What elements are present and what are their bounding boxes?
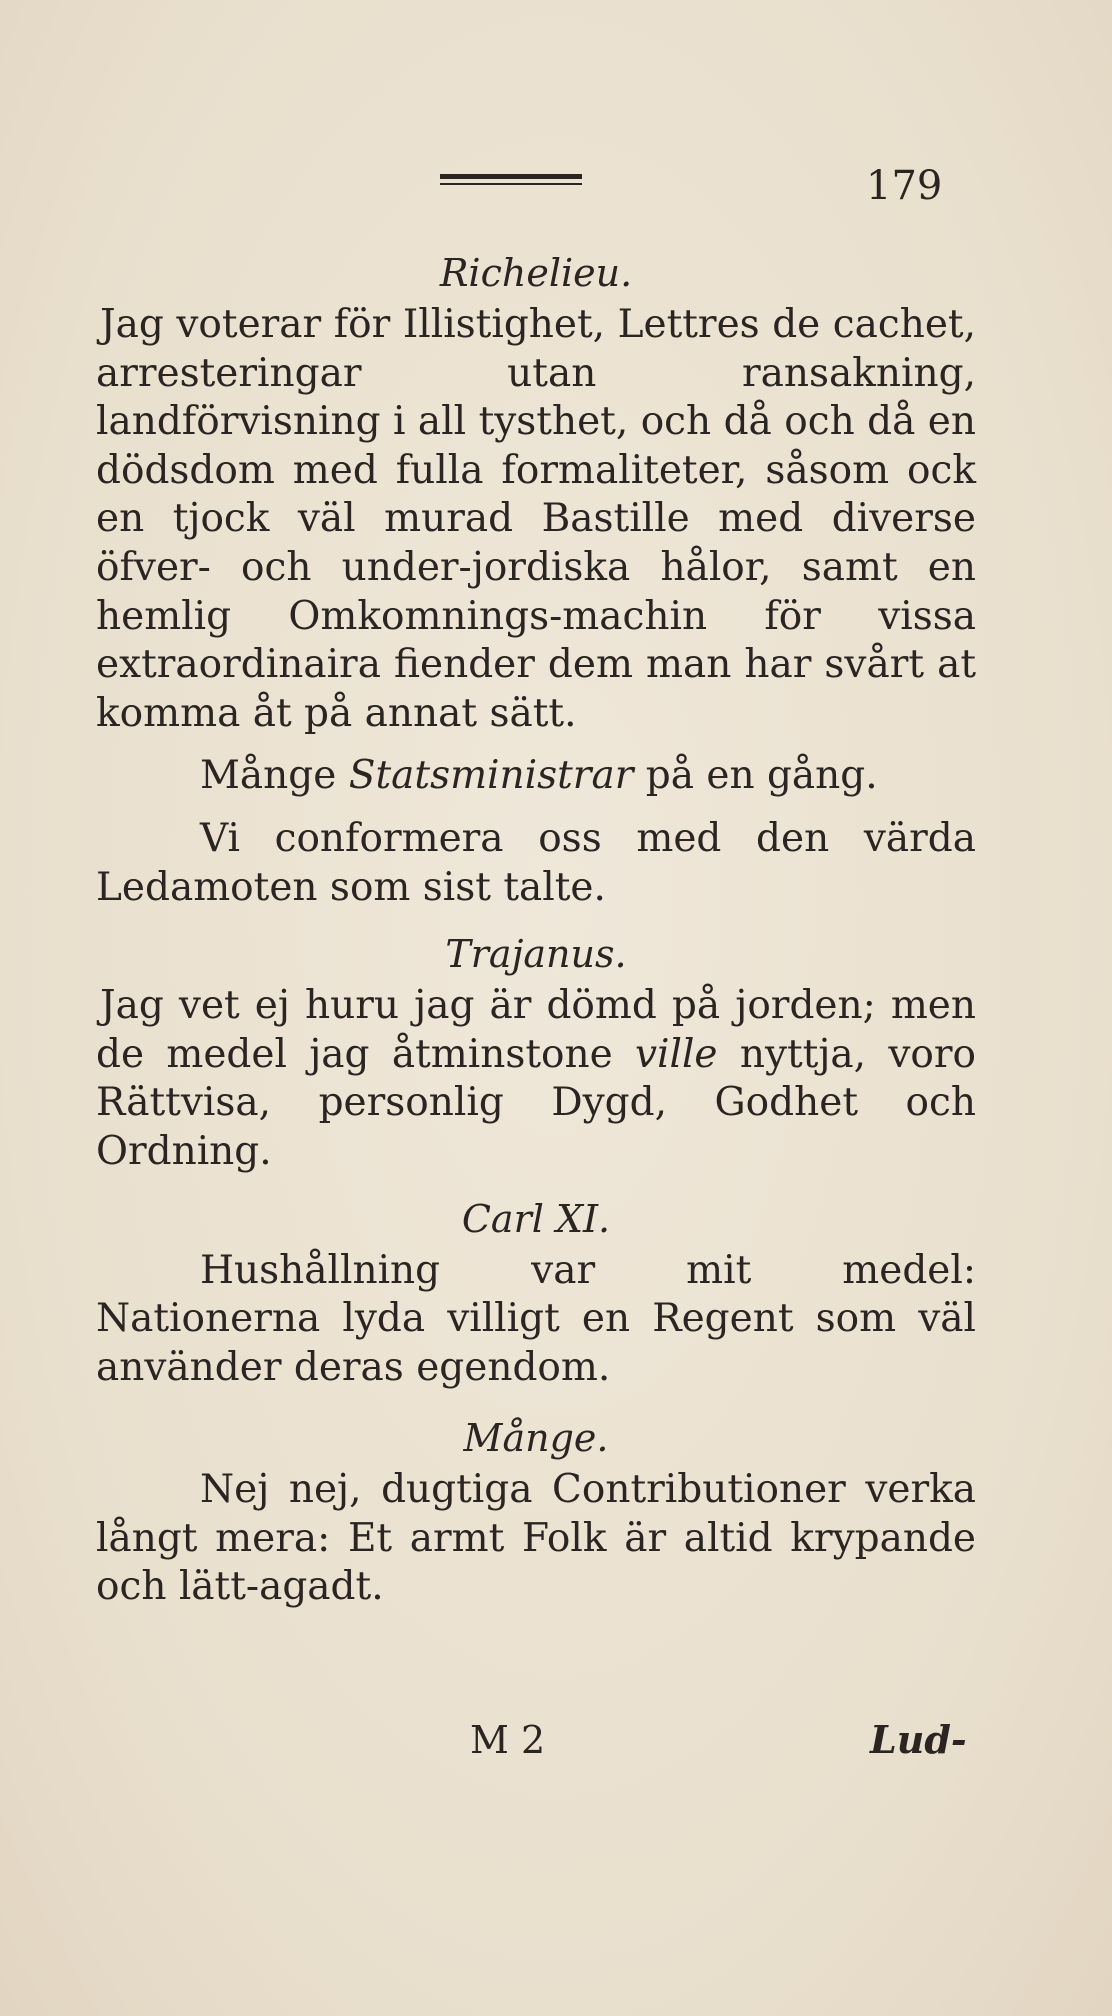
- italic-run: Statsministrar: [348, 753, 634, 799]
- speaker-heading: Richelieu.: [439, 251, 633, 295]
- italic-run: ville: [634, 1031, 718, 1077]
- speech-paragraph: Jag voterar för Illistighet, Lettres de cachet, arresteringar utan ransakning, landförvisning i all tysthet, och då och då en dödsdom med fulla formaliteter, såsom ock en tjock väl murad Bastille med diverse öfver- och under-jordiska hålor, samt en hemlig Omkomnings-machin för vissa extraordinaira fiender dem man har svårt at komma åt på annat sätt.: [96, 302, 976, 736]
- speech-paragraph: Vi conformera oss med den värda Ledamoten som sist talte.: [96, 815, 976, 910]
- speech-paragraph: Hushållning var mit medel: Nationerna lyda villigt en Regent som väl använder deras egendom.: [96, 1247, 976, 1390]
- speaker-heading: Trajanus.: [445, 932, 627, 977]
- text-run: Månge: [200, 753, 349, 799]
- speech-paragraph: Nej nej, dugtiga Contributioner verka långt mera: Et armt Folk är altid krypande och lätt-agadt.: [96, 1467, 976, 1610]
- text-run: nyttja, voro Rättvisa, personlig Dygd, Godhet och Ordning.: [96, 1031, 976, 1174]
- catchword: Lud-: [870, 1717, 967, 1762]
- text-run: på en gång.: [633, 753, 878, 799]
- speaker-heading: Carl XI.: [461, 1196, 611, 1241]
- speaker-heading: Månge.: [463, 1416, 609, 1461]
- body-text: [96, 245, 976, 1626]
- speech-paragraph: [96, 982, 976, 1176]
- page-footer: [0, 1712, 1112, 1772]
- speech-paragraph: [96, 752, 976, 801]
- page-number: 179: [866, 163, 943, 209]
- text-run: Jag vet ej huru jag är dömd på jorden; men de medel jag åtminstone: [96, 983, 976, 1077]
- header-rule: [440, 172, 582, 190]
- signature-mark: M 2: [470, 1718, 546, 1762]
